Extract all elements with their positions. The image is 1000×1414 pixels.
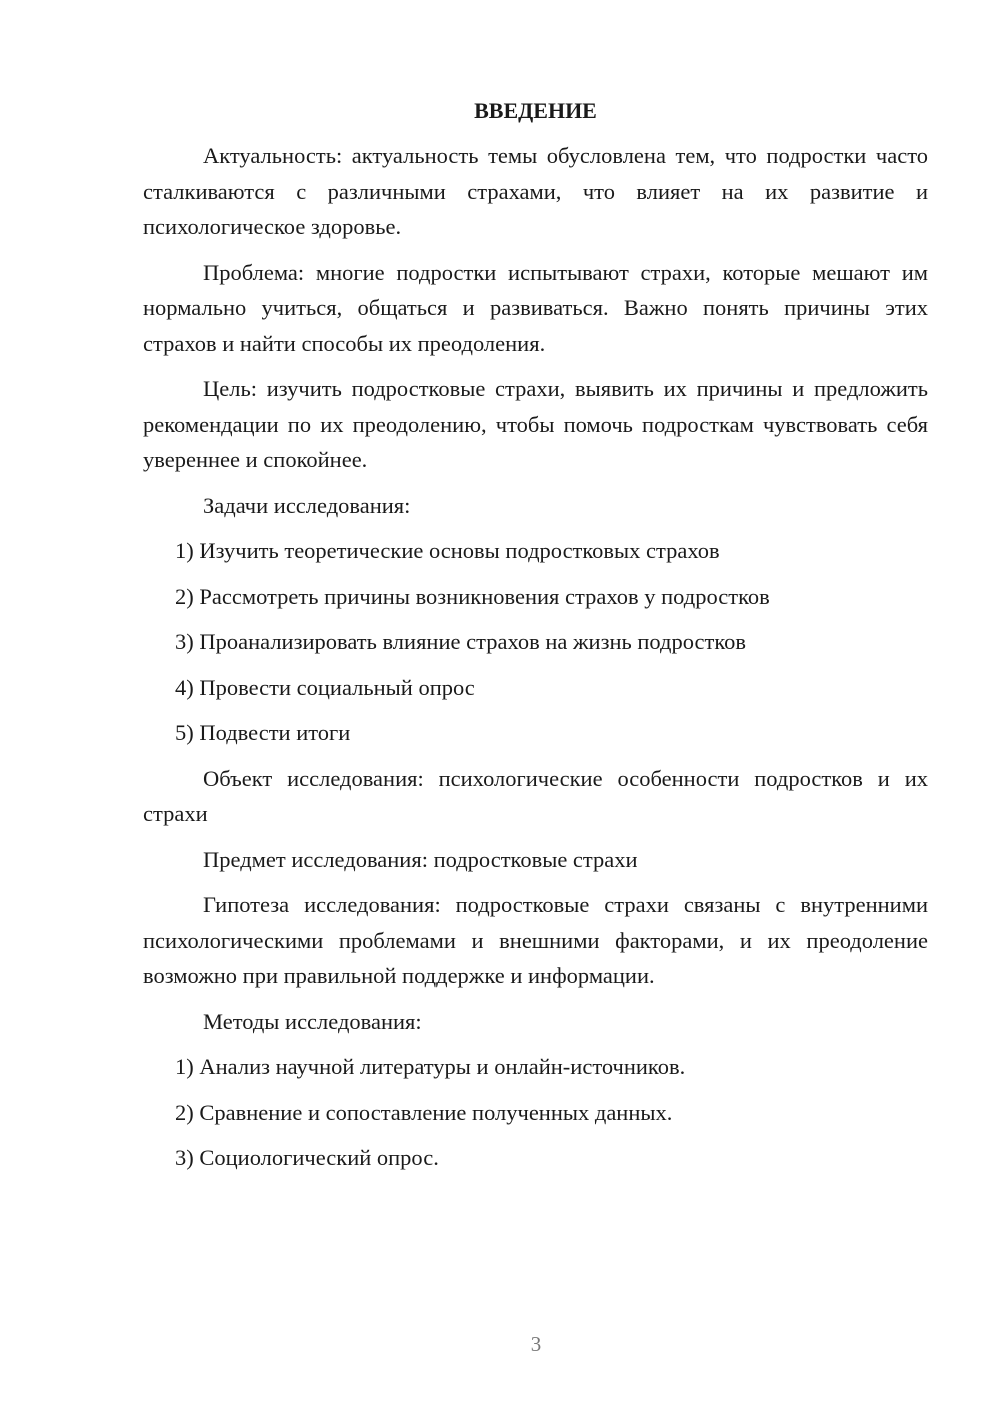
page-number: 3: [530, 1332, 542, 1356]
task-item: 2) Рассмотреть причины возникновения страхов у подростков: [175, 583, 770, 609]
object-paragraph: Объект исследования: психологические особенности подростков и их страхи: [143, 765, 928, 826]
tasks-label: Задачи исследования:: [203, 492, 411, 518]
method-item: 2) Сравнение и сопоставление полученных данных.: [175, 1099, 673, 1125]
method-item: 1) Анализ научной литературы и онлайн-источников.: [175, 1054, 686, 1079]
page-content: [143, 95, 928, 1186]
goal-paragraph: Цель: изучить подростковые страхи, выявить их причины и предложить рекомендации по их преодолению, чтобы помочь подросткам чувствовать себя увереннее и спокойнее.: [143, 376, 928, 472]
task-item: 4) Провести социальный опрос: [175, 674, 475, 700]
method-item: 3) Социологический опрос.: [175, 1145, 439, 1170]
methods-list: [143, 1049, 928, 1176]
problem-paragraph: Проблема: многие подростки испытывают страхи, которые мешают им нормально учиться, общаться и развиваться. Важно понять причины этих страхов и найти способы их преодоления.: [143, 259, 928, 356]
hypothesis-paragraph: Гипотеза исследования: подростковые страхи связаны с внутренними психологическими проблемами и внешними факторами, и их преодоление возможно при правильной поддержке и информации.: [143, 892, 928, 988]
tasks-list: [143, 533, 928, 751]
methods-label: Методы исследования:: [203, 1008, 422, 1034]
task-item: 5) Подвести итоги: [175, 720, 351, 745]
task-item: 3) Проанализировать влияние страхов на жизнь подростков: [175, 629, 747, 654]
task-item: 1) Изучить теоретические основы подростковых страхов: [175, 538, 720, 563]
relevance-paragraph: Актуальность: актуальность темы обусловлена тем, что подростки часто сталкиваются с различными страхами, что влияет на их развитие и психологическое здоровье.: [143, 143, 928, 239]
subject-paragraph: Предмет исследования: подростковые страхи: [203, 846, 638, 872]
page-heading: ВВЕДЕНИЕ: [474, 98, 597, 123]
